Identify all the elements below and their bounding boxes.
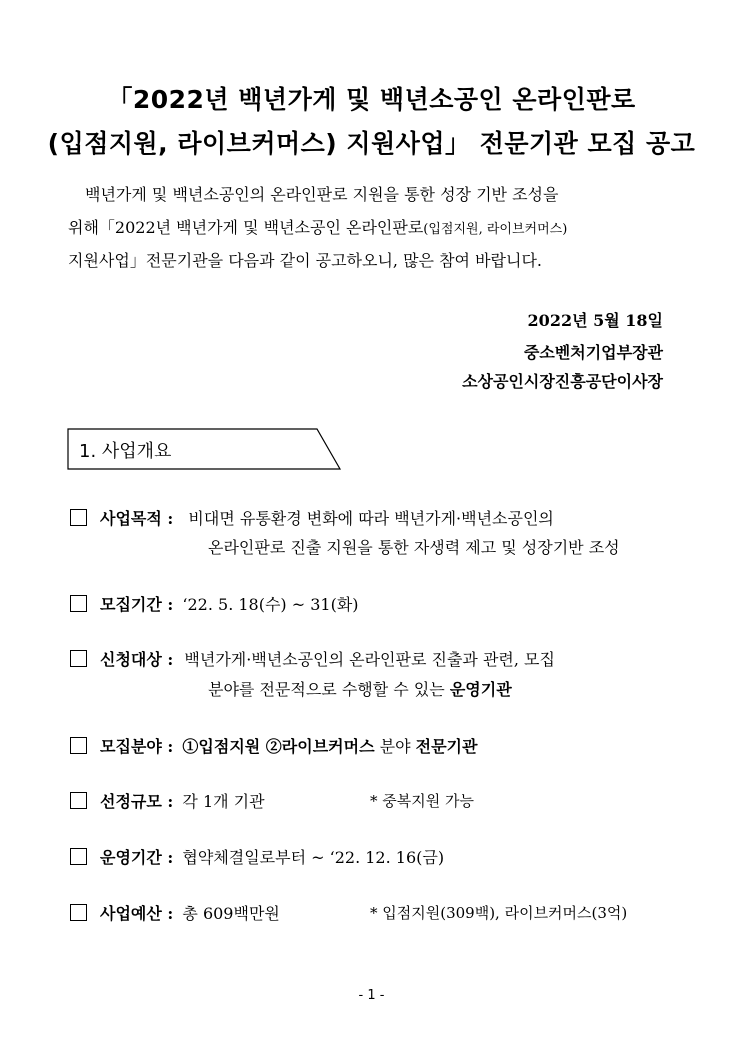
purpose-text-2: 온라인판로 진출 지원을 통한 자생력 제고 및 성장기반 조성	[208, 538, 620, 557]
field-text-bold: 전문기관	[415, 737, 478, 756]
budget-text: 총 609백만원	[182, 904, 280, 923]
item-operation	[70, 845, 444, 868]
intro-line-2	[68, 216, 678, 242]
checkbox-icon	[70, 650, 87, 667]
checkbox-icon	[70, 509, 87, 526]
purpose-text-1: 비대면 유통환경 변화에 따라 백년가게·백년소공인의	[188, 509, 554, 528]
target-label: 신청대상 :	[100, 650, 174, 669]
operation-text: 협약체결일로부터 ~ ‘22. 12. 16(금)	[182, 848, 445, 867]
period-text: ‘22. 5. 18(수) ~ 31(화)	[182, 595, 359, 614]
page-number: - 1 -	[358, 988, 385, 1003]
target-text-2-bold: 운영기관	[449, 680, 512, 699]
intro-line-1: 백년가게 및 백년소공인의 온라인판로 지원을 통한 성장 기반 조성을	[85, 185, 559, 204]
field-label: 모집분야 :	[100, 737, 174, 756]
item-field	[70, 734, 477, 757]
issuer-ministry: 중소벤처기업부장관	[523, 343, 663, 362]
item-purpose	[70, 506, 554, 529]
budget-note: * 입점지원(309백), 라이브커머스(3억)	[370, 904, 628, 922]
item-budget	[70, 901, 280, 924]
operation-label: 운영기간 :	[100, 848, 174, 867]
checkbox-icon	[70, 792, 87, 809]
section-header-box	[67, 428, 342, 470]
item-period	[70, 592, 359, 615]
target-text-2-main: 분야를 전문적으로 수행할 수 있는	[208, 680, 450, 699]
intro-line-2-main: 위해「2022년 백년가게 및 백년소공인 온라인판로	[68, 218, 424, 237]
checkbox-icon	[70, 904, 87, 921]
item-scale	[70, 789, 265, 812]
purpose-label: 사업목적 :	[100, 509, 174, 528]
field-text-mid: 분야	[374, 737, 416, 756]
issuer-agency: 소상공인시장진흥공단이사장	[462, 372, 663, 391]
checkbox-icon	[70, 848, 87, 865]
item-target	[70, 647, 555, 670]
field-text-options: ①입점지원 ②라이브커머스	[182, 737, 375, 756]
scale-label: 선정규모 :	[100, 792, 174, 811]
period-label: 모집기간 :	[100, 595, 174, 614]
announcement-date: 2022년 5월 18일	[527, 311, 663, 330]
checkbox-icon	[70, 737, 87, 754]
scale-text: 각 1개 기관	[182, 792, 265, 811]
document-title-line-1: 「2022년 백년가게 및 백년소공인 온라인판로	[107, 85, 636, 114]
document-title-line-2: (입점지원, 라이브커머스) 지원사업」 전문기관 모집 공고	[47, 129, 696, 158]
intro-line-2-paren: (입점지원, 라이브커머스)	[423, 222, 568, 237]
target-text-1: 백년가게·백년소공인의 온라인판로 진출과 관련, 모집	[184, 650, 555, 669]
section-header-label: 1. 사업개요	[79, 441, 172, 462]
intro-line-3: 지원사업」전문기관을 다음과 같이 공고하오니, 많은 참여 바랍니다.	[68, 251, 543, 270]
checkbox-icon	[70, 595, 87, 612]
scale-note: * 중복지원 가능	[370, 792, 474, 810]
budget-label: 사업예산 :	[100, 904, 174, 923]
target-text-2	[208, 677, 512, 700]
